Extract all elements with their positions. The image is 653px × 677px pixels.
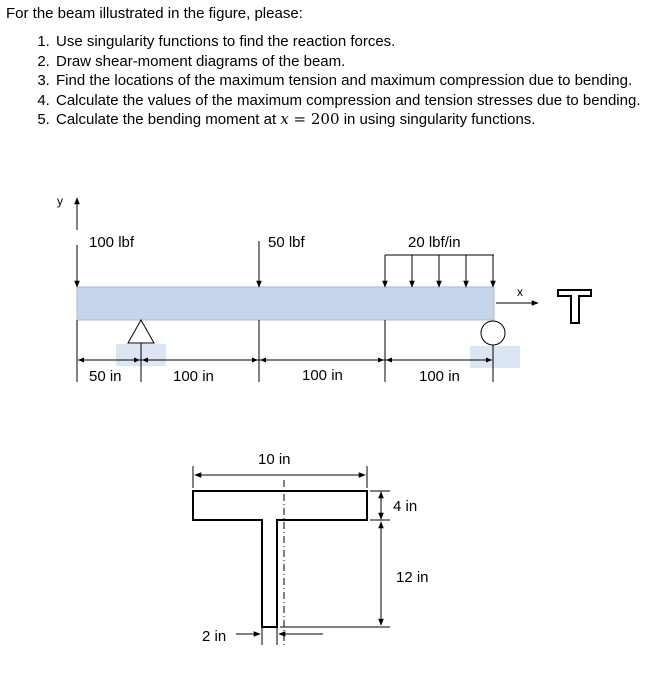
x-axis-label: x [517, 285, 523, 299]
flange-thickness-dimension [370, 491, 417, 520]
task-item: 3. Find the locations of the maximum tension and maximum compression due to bending. [54, 71, 646, 91]
dimension-label: 100 in [302, 367, 343, 384]
web-thickness-dimension [202, 628, 323, 645]
beam [77, 287, 494, 320]
x-axis [496, 285, 538, 303]
load-label-distributed: 20 lbf/in [408, 234, 461, 251]
y-axis-label: y [57, 194, 63, 208]
t-section-icon [558, 290, 591, 323]
dimension-label: 100 in [173, 368, 214, 385]
flange-width-dimension [193, 451, 367, 488]
dimension-label: 50 in [89, 368, 122, 385]
problem-intro: For the beam illustrated in the figure, please: [6, 5, 303, 22]
task-item: 1. Use singularity functions to find the reaction forces. [54, 32, 646, 52]
load-arrow-100lbf [77, 234, 135, 287]
roller-support [470, 321, 520, 368]
web-height-label: 12 in [396, 569, 429, 586]
web-height-dimension [280, 522, 429, 627]
math-expression: x = 200 [280, 110, 340, 128]
task-item: 4. Calculate the values of the maximum compression and tension stresses due to bending. [54, 91, 646, 111]
dimension-label: 100 in [419, 368, 460, 385]
load-label-50lbf: 50 lbf [268, 234, 305, 251]
task-item: 2. Draw shear-moment diagrams of the beam. [54, 52, 646, 72]
web-thickness-label: 2 in [202, 628, 227, 645]
task-item: 5. Calculate the bending moment at x = 200 in using singularity functions. [54, 110, 646, 130]
y-axis [57, 194, 77, 230]
t-cross-section [193, 480, 367, 646]
flange-thickness-label: 4 in [393, 498, 418, 515]
distributed-load [385, 234, 494, 287]
load-label-100lbf: 100 lbf [89, 234, 135, 251]
load-arrow-50lbf [259, 234, 306, 287]
flange-width-label: 10 in [258, 451, 291, 468]
